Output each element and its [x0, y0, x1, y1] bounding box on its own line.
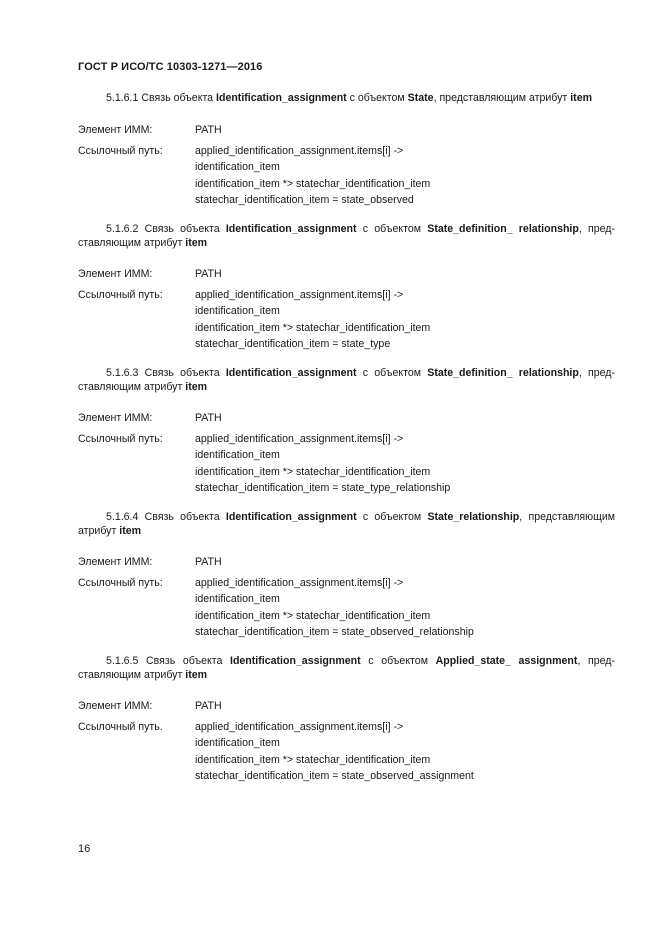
path-line: statechar_identification_item = state_observed_assignment: [195, 770, 474, 782]
path-line: identification_item *> statechar_identification_item: [195, 466, 431, 478]
reference-path-label: Ссылочный путь:: [78, 577, 163, 589]
imm-element-label: Элемент ИММ:: [78, 412, 153, 424]
path-line: identification_item: [195, 305, 280, 317]
section-heading: 5.1.6.2 Связь объекта Identification_assignment с объектом State_definition_ relationship, пред-ставляющим атрибут item: [78, 223, 616, 249]
section-heading: 5.1.6.4 Связь объекта Identification_assignment с объектом State_relationship, представляющим атрибут item: [78, 511, 616, 537]
section-heading: 5.1.6.5 Связь объекта Identification_assignment с объектом Applied_state_ assignment, пред-ставляющим атрибут item: [78, 655, 615, 681]
imm-element-value: PATH: [195, 556, 222, 568]
path-line: applied_identification_assignment.items[i] ->: [195, 145, 404, 157]
imm-element-label: Элемент ИММ:: [78, 124, 153, 136]
section-heading: 5.1.6.1 Связь объекта Identification_assignment с объектом State, представляющим атрибут item: [106, 92, 593, 104]
path-line: statechar_identification_item = state_type: [195, 338, 391, 350]
path-line: applied_identification_assignment.items[i] ->: [195, 721, 404, 733]
path-line: identification_item: [195, 593, 280, 605]
imm-element-label: Элемент ИММ:: [78, 700, 153, 712]
imm-element-label: Элемент ИММ:: [78, 268, 153, 280]
path-line: statechar_identification_item = state_type_relationship: [195, 482, 451, 494]
path-line: applied_identification_assignment.items[i] ->: [195, 289, 404, 301]
section-5-1-6-1: [78, 91, 615, 206]
imm-element-value: PATH: [195, 124, 222, 136]
path-line: identification_item *> statechar_identification_item: [195, 178, 431, 190]
path-line: identification_item *> statechar_identification_item: [195, 610, 431, 622]
section-5-1-6-2: [78, 222, 616, 350]
path-line: identification_item *> statechar_identification_item: [195, 754, 431, 766]
section-5-1-6-4: [78, 510, 616, 638]
section-5-1-6-5: [78, 654, 615, 782]
path-line: applied_identification_assignment.items[i] ->: [195, 577, 404, 589]
reference-path-label: Ссылочный путь:: [78, 289, 163, 301]
imm-element-label: Элемент ИММ:: [78, 556, 153, 568]
path-line: identification_item *> statechar_identification_item: [195, 322, 431, 334]
imm-element-value: PATH: [195, 412, 222, 424]
document-header: ГОСТ Р ИСО/ТС 10303-1271—2016: [78, 61, 263, 73]
section-heading: 5.1.6.3 Связь объекта Identification_assignment с объектом State_definition_ relationship, пред-ставляющим атрибут item: [78, 367, 616, 393]
path-line: applied_identification_assignment.items[i] ->: [195, 433, 404, 445]
reference-path-label: Ссылочный путь:: [78, 145, 163, 157]
reference-path-label: Ссылочный путь:: [78, 433, 163, 445]
imm-element-value: PATH: [195, 700, 222, 712]
section-5-1-6-3: [78, 366, 616, 494]
imm-element-value: PATH: [195, 268, 222, 280]
path-line: statechar_identification_item = state_observed: [195, 194, 414, 206]
path-line: identification_item: [195, 161, 280, 173]
path-line: identification_item: [195, 449, 280, 461]
page-number: 16: [78, 843, 91, 855]
path-line: identification_item: [195, 737, 280, 749]
reference-path-label: Ссылочный путь.: [78, 721, 163, 733]
path-line: statechar_identification_item = state_observed_relationship: [195, 626, 474, 638]
